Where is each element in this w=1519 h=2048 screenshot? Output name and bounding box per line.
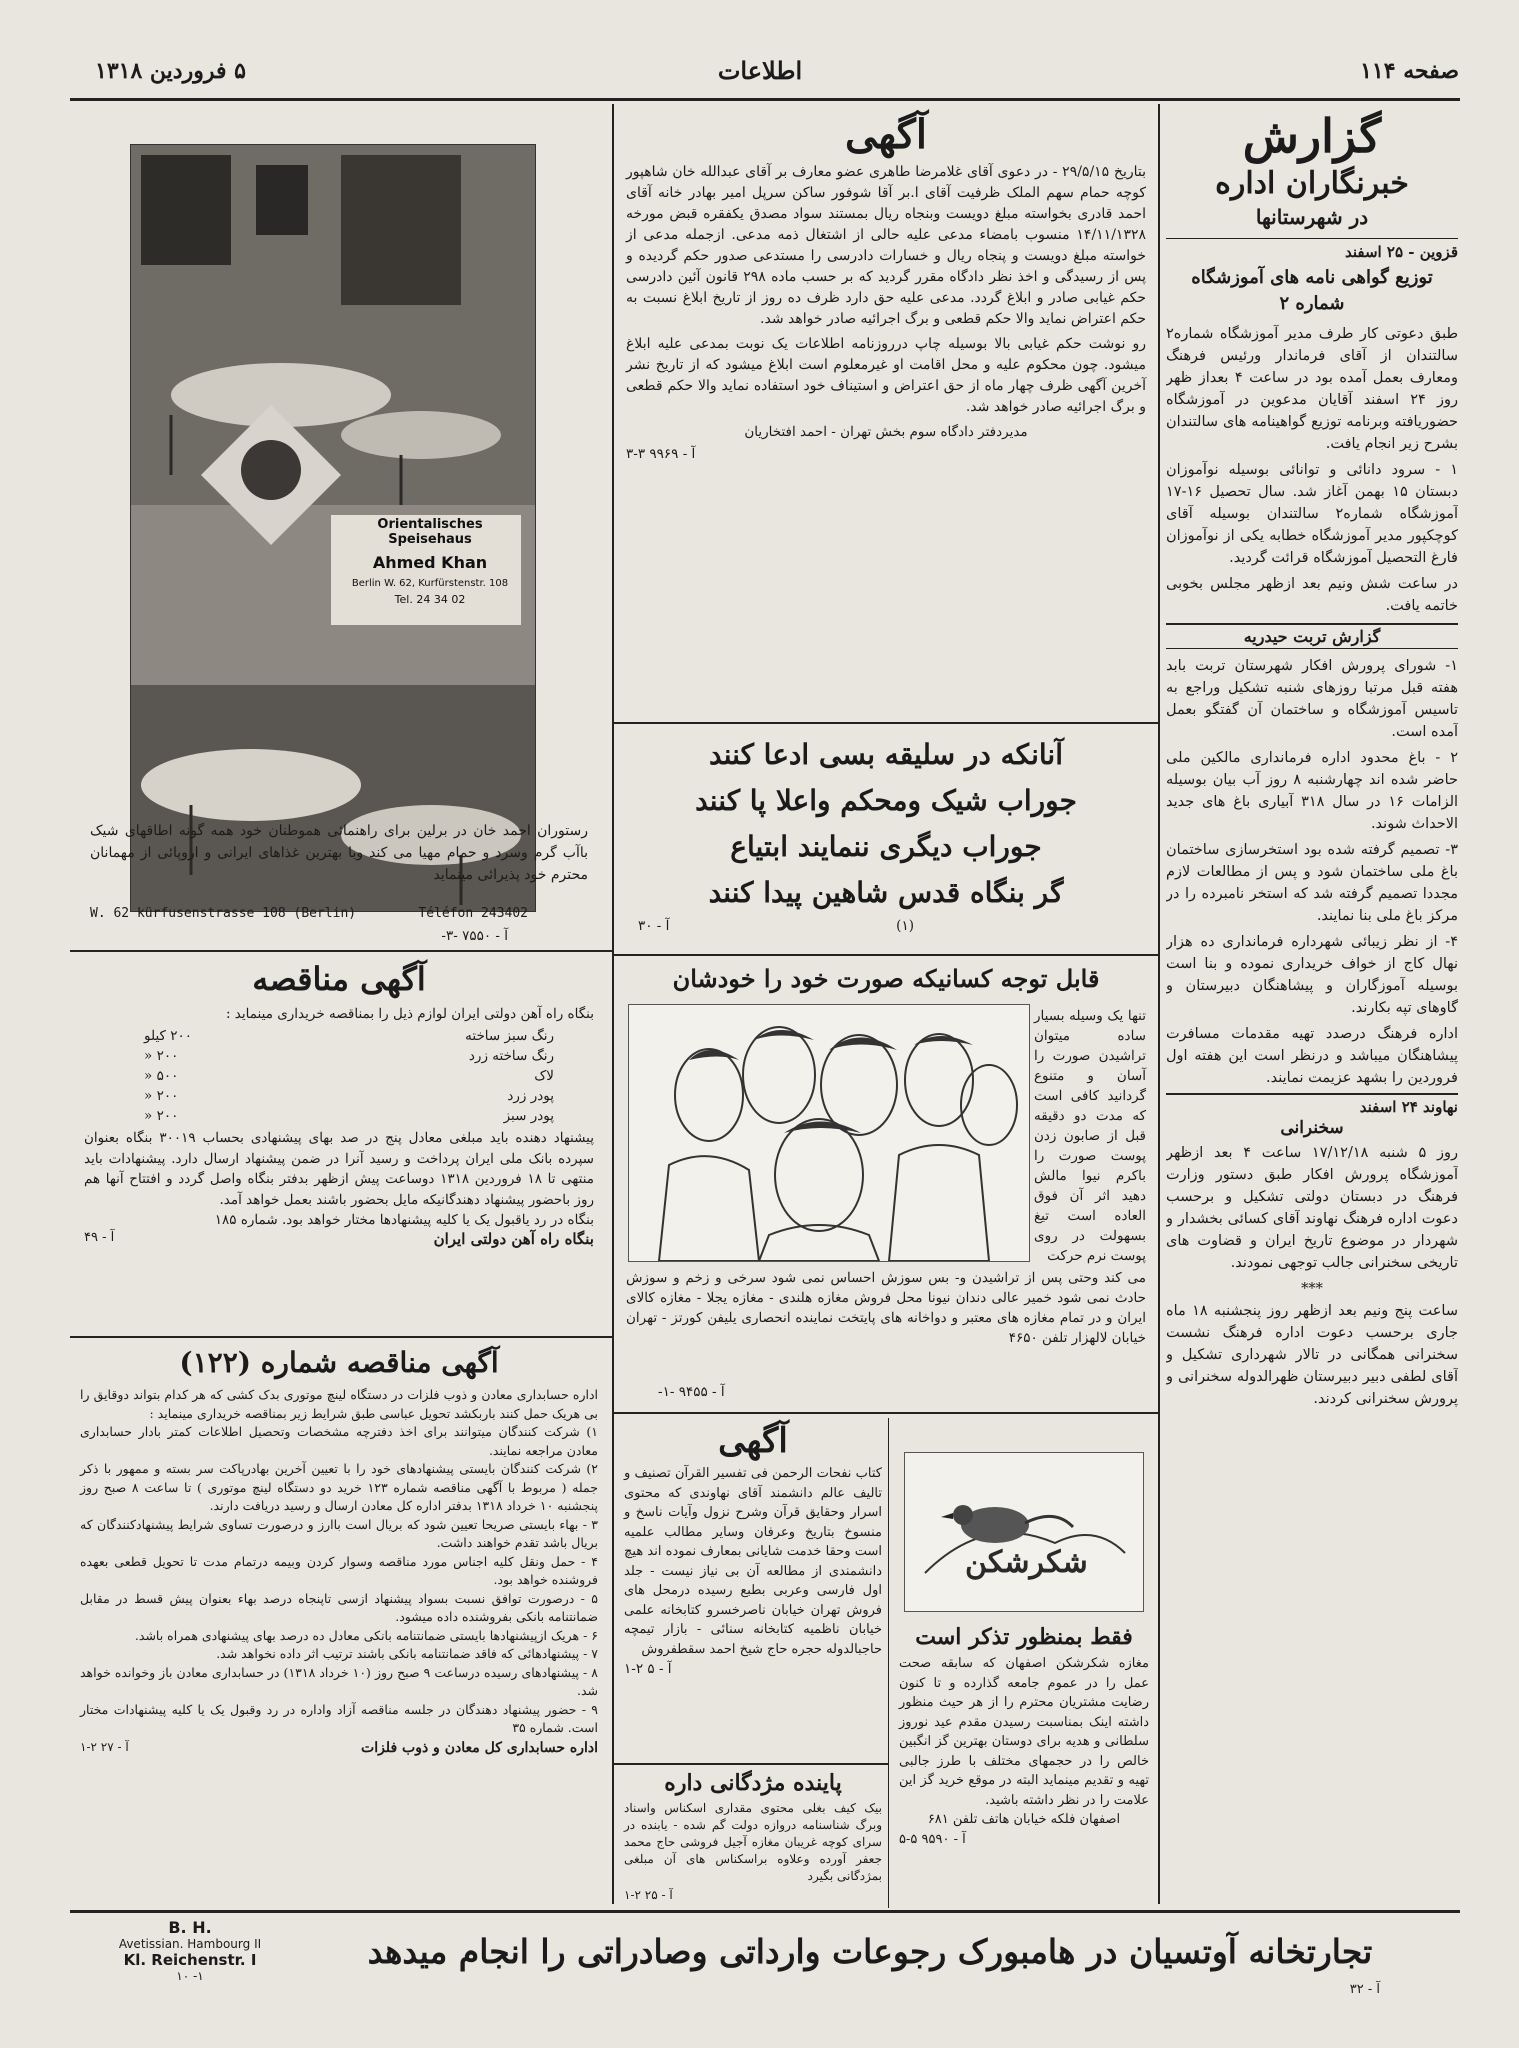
court-notice-signature: مدیردفتر دادگاه سوم بخش تهران - احمد افتخاریان [744,424,1028,440]
mines-tender-clause: ۷ - پیشنهادهائی که فاقد ضمانتنامه بانکی باشند ترتیب اثر داده نخواهد شد. [216,1646,598,1661]
footer-en-line-1: B. H. [168,1918,212,1937]
bird-label: شکرشکن [965,1545,1088,1580]
footer-code-right: آ - ۳۲ [1349,1982,1380,1997]
masthead-paper-name: اطلاعات [717,56,803,85]
shakarshekan-ad [893,1418,1155,1908]
bird-sketch [905,1453,1143,1611]
footer-en-line-3: Kl. Reichenstr. I [123,1951,257,1969]
mines-tender-clause: ۸ - پیشنهادهای رسیده درساعت ۹ صبح روز (۱۰ خرداد ۱۳۱۸) در حسابداری معادن باز وخوانده خواهد شد. [80,1664,598,1698]
mines-tender-title: آگهی مناقصه شماره (۱۲۲) [179,1346,499,1379]
tender-item-qty: ۲۰۰ « [144,1108,179,1124]
divider [614,1763,888,1765]
tender-item-qty: ۲۰۰ « [144,1088,179,1104]
reward-notice-title: پاینده مژدگانی داره [664,1770,842,1796]
shakarshekan-body: مغازه شکرشکن اصفهان که سابقه صحت عمل را در عموم جامعه گذارده و تا کنون رضایت مشتریان محترم را از هر حیث منظور داشته اینک بمناسبت رسیدن مقدم عید نوروز سلطانی و هدیه برای دوستان بهترین گز انگبین خالص را در حجمهای مختلف با طرز جالبی تهیه و تقدیم مینماید البته در موقع خرید گز این علامت را در نظر داشته باشید. [899,1656,1149,1808]
mines-tender-footer [80,1740,598,1756]
socks-ad [618,728,1154,952]
divider [614,954,1158,956]
column-divider-middle [612,104,614,1904]
mines-tender-clause: ۹ - حضور پیشنهاد دهندگان در جلسه مناقصه آزاد واداره در رد وقبول یک یا کلیه پیشنهادات مختار است. شماره ۳۵ [80,1701,598,1735]
report-body-3 [1166,1142,1458,1410]
reward-notice [618,1766,888,1906]
socks-footer [638,916,1134,936]
book-notice-title: آگهی [718,1421,788,1461]
restaurant-code [90,926,588,946]
railway-tender-intro: بنگاه راه آهن دولتی ایران لوازم ذیل را بمناقصه خریداری مینماید : [225,1006,594,1022]
report-paragraph: طبق دعوتی کار طرف مدیر آموزشگاه شماره۲ سالتندان از آقای فرماندار ورئیس فرهنگ ومعارف بعمل آمده بود در ساعت ۴ بعداز ظهر روز ۲۴ اسفند آقایان مدعوین در آموزشگاه حضوریافته وبرنامه توزیع گواهینامه های سالتندان بشرح زیر انجام یافت. [1166,326,1458,452]
railway-tender-footer [84,1230,594,1248]
report-subtitle-2: در شهرستانها [1255,205,1369,229]
railway-tender-items [144,1026,554,1126]
report-column [1166,108,1458,1903]
mines-tender-clause: ۲) شرکت کنندگان بایستی پیشنهادهای خود را با تعیین آخرین بهادرپاکت سر بسته و ممهور با ذکر جمله ( مربوط با آگهی مناقصه شماره ۱۲۳ خرید دو دستگاه لینچ موتوری ) تا ساعت ۸ صبح روز پنجشنبه ۱۰ خرداد ۱۳۱۸ بدفتر اداره کل معادن ارسال و رسید دریافت دارند. [80,1461,598,1513]
shaving-ad-side-text: تنها یک وسیله بسیار ساده میتوان تراشیدن صورت را آسان و متنوع گردانید کافی است که مدت دو دقیقه قبل از صابون زدن پوست صورت را باکرم نیوا مالش دهید اثر آن فوق العاده است تیغ بسهولت در روی پوست نرم حرکت [1034,1008,1146,1264]
report-paragraph: در ساعت شش ونیم بعد ازظهر مجلس بخوبی خاتمه یافت. [1166,576,1458,614]
tender-item-row [144,1026,554,1046]
shakarshekan-title: فقط بمنظور تذکر است [915,1624,1133,1650]
restaurant-text: رستوران احمد خان در برلین برای راهنمائی هموطنان خود همه گونه اطاقهای شیک باآب گرم وسرد و حمام مهیا می کند وبا بهترین غذاهای ایرانی و اروپائی از مهمانان محترم خود پذیرائی مینماید [90,823,588,883]
report-paragraph: ۳- تصمیم گرفته شده بود استخرسازی ساختمان باغ ملی ساختمان شود و پس از مطالعات لازم مجددا تصمیم گرفته شد که استخر نامبرده را در مرکز باغ ملی بنا نمایند. [1166,842,1458,924]
report-separator: *** [1301,1281,1323,1297]
footer-code-left: ۱۰ -۱ [176,1969,204,1983]
bird-illustration [904,1452,1144,1612]
report-dateline-2: نهاوند ۲۴ اسفند [1166,1093,1458,1116]
railway-tender-sign: بنگاه راه آهن دولتی ایران [433,1230,594,1248]
mines-tender-clause: ۴ - حمل ونقل کلیه اجناس مورد مناقصه وسوار کردن وبیمه درتمام مدت تا تحویل قطعی بعهده فروشنده خواهد بود. [80,1553,598,1587]
report-dateline: قزوین - ۲۵ اسفند [1166,238,1458,261]
report-paragraph: ۱ - سرود دانائی و توانائی بوسیله نوآموزان دبستان ۱۵ بهمن آغاز شد. سال تحصیل ۱۶-۱۷ آموزشگاه شماره۲ سالتندان بوسیله آقای کوچکپور مدیر آموزشگاه خطابه یکی از نوآموزان فارغ التحصیل آموزشگاه قرائت گردید. [1166,462,1458,566]
socks-number: (۱) [896,918,914,934]
report-paragraph: ۲ - باغ محدود اداره فرمانداری مالکین ملی حاضر شده اند چهارشنبه ۸ روز آب بیان بوسیله الزامات ۱۶ در سال ۳۱۸ آبیاری باغ های جدید الاحداث شوند. [1166,750,1458,832]
restaurant-code-left: آ - ۷۵۵۰ -۳- [441,928,508,944]
court-notice-paragraph: بتاریخ ۲۹/۵/۱۵ - در دعوی آقای غلامرضا طاهری عضو معارف بر آقای عبدالله خان شاهپور کوچه حمام سهم الملک ظرفیت آقای ا.بر آقا شوفور ساکن سرپل امیر بهادر خانه آقای احمد قادری بخواسته مبلغ دویست وبنجاه ریال بمستند سواد مصدق یکفقره قبض مورخه ۱۴/۱۱/۱۳۲۸ منسوب بامضاء مدعی علیه حالی از اشتغال ذمه مدعی. ازجمله مدعی از خواسته مبلغ دویست و پنجاه ریال و خسارات دادرسی را مستدعی صدور حکم گردیده و پس از رسیدگی و اخذ نظر دادگاه مقرر گردید که بر حسب ماده ۲۹۸ قانون آئین دادرسی حکم غیابی صادر و ابلاغ گردد. مدعی علیه حق دارد ظرف ده روز از تاریخ ابلاغ نسبت به حکم اعتراض نماید والا حکم قطعی و برگ اجرائیه صادر خواهد شد. [626,164,1147,327]
column-divider-right [1158,104,1160,1904]
tender-item-qty: ۵۰۰ « [144,1068,179,1084]
report-heading: توزیع گواهی نامه های آموزشگاه شماره ۲ [1191,267,1433,314]
mines-tender-clause: ۳ - بهاء بایستی صریحا تعیین شود که بریال است باارز و درصورت تساوی شرایط پیشنهادکنندگان که بریال باشد تقدم خواهند داشت. [80,1516,598,1550]
faces-sketch [629,1005,1029,1261]
report-body [1166,323,1458,617]
socks-line-2: جوراب شیک ومحکم واعلا پا کنند [695,784,1077,817]
socks-line-1: آنانکه در سلیقه بسی ادعا کنند [709,738,1063,771]
restaurant-sign-line-4: Tel. 24 34 02 [394,593,466,606]
restaurant-phone: Téléfon 243402 [418,906,528,921]
report-paragraph: روز ۵ شنبه ۱۷/۱۲/۱۸ ساعت ۴ بعد ازظهر آموزشگاه پرورش افکار طبق دستور وزارت فرهنگ در دبستان دولتی تشکیل و برحسب دعوت اداره فرهنگ نهاوند آقای کسائی بخشدار و شهردار در موضوع تاریخ ایران و قضاوت های تاریخی سخنرانی جالب توجهی نمودند. [1166,1145,1458,1271]
court-notice-paragraph: رو نوشت حکم غیابی بالا بوسیله چاپ درروزنامه اطلاعات یک نوبت بمدعی علیه ابلاغ میشود. چون محکوم علیه و محل اقامت او غیرمعلوم است ابلاغ میشود که از تاریخ نشر آخرین آگهی ظرف چهار ماه از حق اعتراض و استیناف خود استفاده نماید والا حکم قطعی و برگ اجرائیه صادر خواهد شد. [626,336,1146,415]
court-notice-title: آگهی [845,111,927,158]
tender-item-name: لاک [534,1068,554,1084]
book-notice [618,1418,888,1763]
tender-item-row [144,1046,554,1066]
mines-tender-items [80,1423,598,1738]
report-paragraph: ۱- شورای پرورش افکار شهرستان تربت بابد هفته قبل مرتبا روزهای شنبه تشکیل وراجع به تاسیس آموزشگاه و ساختمان آن گفتگو بعمل آمده است. [1166,658,1458,740]
mines-tender-clause: ۵ - درصورت توافق نسبت بسواد پیشنهاد ازسی تاپنجاه درصد بهاء بعنوان پیش قسط در مقابل ضمانتنامه بانکی بفروشنده داده میشود. [80,1590,598,1624]
masthead-rule [70,98,1460,101]
report-subtitle: خبرنگاران اداره [1215,166,1409,201]
railway-tender-code: آ - ۴۹ [84,1230,115,1245]
railway-tender [70,954,608,1334]
tender-item-row [144,1106,554,1126]
restaurant-sign-line-3: Berlin W. 62, Kurfürstenstr. 108 [351,578,509,589]
shaving-ad-bottom-text: می کند وحتی پس از تراشیدن و- بس سوزش احساس نمی شود سرخی و زخم و سوزش حادث نمی شود خمیر عالی دندان نیونا محل فروش مغازه هلندی - مغازه یجلا - مغازه کالای ایران و در تمام مغازه های معتبر و دواخانه های پایتخت نماینده انحصاری یلیفن کورتز - تهران خیابان لالهزار تلفن ۴۶۵۰ [626,1270,1146,1346]
reward-notice-code: آ - ۲۵ ۲-۱ [624,1888,673,1902]
report-heading-2: گزارش تربت حیدریه [1166,623,1458,649]
footer-ad [70,1914,1460,2004]
tender-item-qty: ۲۰۰ کیلو [144,1028,193,1044]
court-notice [618,108,1154,724]
tender-item-name: رنگ سبز ساخته [465,1028,554,1044]
mines-tender-clause: ۱) شرکت کنندگان میتوانند برای اخذ دفترچه مشخصات وتحصیل اطلاعات کمتر بادار حسابداری معادن مراجعه نمایند. [80,1424,598,1458]
railway-tender-body: پیشنهاد دهنده باید مبلغی معادل پنج در صد بهای پیشنهادی بحساب ۳۰۰۱۹ بنگاه بعنوان سپرده بانک ملی ایران پرداخت و رسید آنرا در ضمن پیشنهاد ارسال دارد. پیشنهادات باید منتهی تا ۱۸ فروردین ۱۳۱۸ دوساعت پیش ازظهر بدفتر بنگاه واصل گردد و افتتاح آنها هم روز باحضور پیشنهاد دهندگانیکه مایل بحضور باشند بعمل خواهد آمد. [84,1130,595,1208]
divider [70,950,612,952]
divider [614,722,1158,724]
socks-code: آ - ۳۰ [638,918,670,934]
shaving-ad-title: قابل توجه کسانیکه صورت خود را خودشان [672,964,1100,993]
tender-item-name: پودر سبز [503,1108,554,1124]
report-title: گزارش [1242,109,1382,163]
divider [70,1336,612,1338]
report-paragraph: ۴- از نظر زیبائی شهرداره فرمانداری ده هزار نهال کاج از خواف خریداری نموده و بنا است بوسیله آموزگاران و پیشاهنگان دبیرستان و گاوهای تپه بکارند. [1166,934,1458,1016]
court-notice-code: آ - ۹۹۶۹ ۳-۳ [626,446,696,462]
socks-line-4: گر بنگاه قدس شاهین پیدا کنند [708,876,1064,909]
footer-english-block [90,1918,290,1983]
masthead-date: ۵ فروردین ۱۳۱۸ [95,58,246,84]
restaurant-sign [337,517,523,606]
report-heading-3: سخنرانی [1280,1118,1344,1138]
divider [888,1418,889,1908]
footer-text: تجارتخانه آوتسیان در هامبورک رجوعات وارداتی وصادراتی را انجام میدهد [367,1932,1373,1971]
reward-notice-body: بیک کیف بغلی محتوی مقداری اسکناس واسناد وبرگ شناسنامه دروازه دولت گم شده - یابنده در سرای کوچه غریبان مغازه آجیل فروشی حاج محمد جعفر آورده وعلاوه براسکناس های آن مبلغی بمژدگانی بگیرد [624,1801,882,1883]
restaurant-ad [70,108,608,948]
masthead-page-number: صفحه ۱۱۴ [1360,58,1459,84]
mines-tender-intro: اداره حسابداری معادن و ذوب فلزات در دستگاه لینچ موتوری بدک کشی که هر کدام بتواند دوقایق را بی هریک حمل کنند باربکشد تحویل عباسی طبق شرایط زیر بمناقصه خریداری مینماید : [80,1387,598,1421]
report-paragraph: اداره فرهنگ درصدد تهیه مقدمات مسافرت پیشاهنگان میباشد و درنظر است این هفته اول فروردین را بشهد عزیمت نمایند. [1166,1026,1458,1086]
socks-line-3: جوراب دیگری ننمایند ابتیاع [730,830,1042,863]
court-notice-body [626,162,1146,418]
footer-en-line-2: Avetissian. Hambourg II [118,1937,262,1951]
divider [614,1412,1158,1414]
tender-item-name: پودر زرد [507,1088,554,1104]
restaurant-sign-line-1: Orientalisches Speisehaus [377,517,483,547]
mines-tender-clause: ۶ - هریک ازپیشنهادها بایستی ضمانتنامه بانکی معادل ده درصد بهای پیشنهادی همراه باشد. [134,1627,598,1643]
railway-tender-title: آگهی مناقصه [252,960,426,998]
restaurant-photo [130,144,536,912]
restaurant-sign-line-2: Ahmed Khan [372,553,488,572]
mines-tender [70,1340,608,1906]
report-body-2 [1166,655,1458,1089]
faces-illustration [628,1004,1030,1262]
restaurant-address: W. 62 kürfusenstrasse 108 (Berlin) [90,906,357,921]
tender-item-row [144,1066,554,1086]
shakarshekan-code: آ - ۹۵۹۰ ۵-۵ [899,1832,966,1847]
shakarshekan-address: اصفهان فلکه خیابان هاتف تلفن ۶۸۱ [927,1812,1121,1827]
railway-tender-body-2: بنگاه در رد یاقبول یک یا کلیه پیشنهادها مختار خواهد بود. شماره ۱۸۵ [214,1212,594,1228]
shaving-ad [618,958,1154,1408]
report-paragraph: ساعت پنج ونیم بعد ازظهر روز پنجشنبه ۱۸ ماه جاری برحسب دعوت اداره فرهنگ نشست سخنرانی همگانی در تالار شهرداری تشکیل و آقای لطفی دبیر دبیرستان ظهرالدوله سخنرانی و پرورش سخنرانی کردند. [1166,1303,1458,1407]
mines-tender-sign: اداره حسابداری کل معادن و ذوب فلزات [361,1739,598,1756]
tender-item-name: رنگ ساخته زرد [468,1048,554,1064]
tender-item-row [144,1086,554,1106]
footer-rule [70,1910,1460,1913]
book-notice-code: آ - ۵ ۲-۱ [624,1661,672,1677]
book-notice-body: کتاب نفحات الرحمن فی تفسیر القرآن تصنیف و تالیف عالم دانشمند آقای نهاوندی که محتوی اسرار وحقایق قرآن وشرح نزول وآیات ناسخ و منسوخ بتاریخ وعرفان وسایر مطالب علمیه است وحقا خدمت شایانی بمعارف نموده اند هیچ دانشمندی از مطالعه آن بی نیاز نیست - جلد اول فارسی وعربی بطبع رسیده درمحل های فروش تهران خیابان ناصرخسرو کتابخانه علمی خیابان ناظمیه کتابخانه سنائی - بازار تیمچه حاجبالدوله حجره حاج شیخ احمد سقطفروش [624,1466,882,1657]
shaving-ad-code: آ - ۹۴۵۵ -۱- [658,1384,725,1400]
mines-tender-code: آ - ۲۷ ۲-۱ [80,1739,129,1754]
tender-item-qty: ۲۰۰ « [144,1048,179,1064]
